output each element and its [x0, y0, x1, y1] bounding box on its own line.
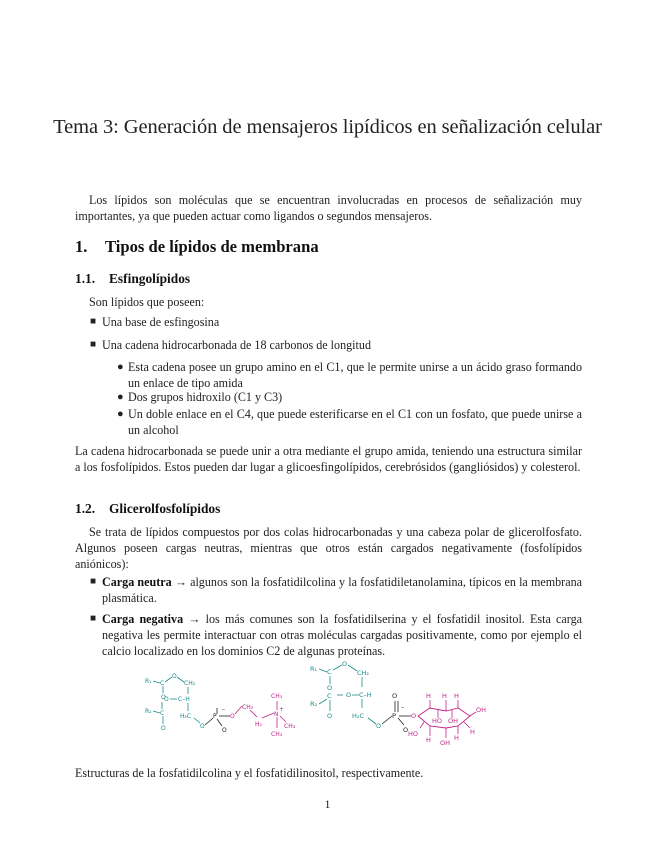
phospholipid-structures-figure [140, 656, 505, 756]
pi-h5-label: H [426, 736, 431, 744]
pi-backbone [310, 660, 381, 730]
sub-list-item-text: Un doble enlace en el C4, que puede esterificarse en el C1 con un fosfato, que puede unirse a un alcohol [128, 407, 582, 438]
esfingolipidos-lead: Son lípidos que poseen: [89, 295, 205, 309]
pi-h6-label: H [470, 728, 475, 736]
list-item [90, 574, 582, 606]
bullet-marker: ● [117, 361, 124, 373]
arrow-symbol: → [174, 575, 187, 589]
pc-ch2b-label: CH₂ [242, 704, 254, 711]
pc-o6-label: O [222, 727, 227, 734]
bullet-marker: ■ [90, 316, 97, 327]
pc-r1-label: R₁ [145, 678, 152, 685]
list-item-text: algunos son la fosfatidilcolina y la fosfatidiletanolamina, típicos en la membrana plasmática. [102, 575, 582, 606]
section-heading [75, 237, 319, 257]
sub-list-item [117, 389, 582, 405]
pc-ch3b-label: CH₃ [284, 723, 296, 730]
pc-o1-label: O [161, 694, 166, 701]
pi-minus-label: – [401, 703, 405, 711]
pc-plus-label: + [279, 706, 285, 713]
glicerolfosfolipidos-lead: Se trata de lípidos compuestos por dos colas hidrocarbonadas y una cabeza polar de glicerolfosfato. Algunos poseen cargas neutras, mientras que otros están cargados negativamente (fosfolípidos aniónicos): [75, 525, 582, 572]
section-title: Tipos de lípidos de membrana [105, 237, 319, 256]
pi-c2-label: C [327, 692, 332, 700]
subsection-heading-glicerolfosfolipidos [75, 501, 220, 517]
subsection-heading-esfingolipidos [75, 271, 190, 287]
pi-o7-label: O [403, 726, 409, 734]
intro-paragraph: Los lípidos son moléculas que se encuentran involucradas en procesos de señalización muy importantes, ya que pueden actuar como ligandos o segundos mensajeros. [75, 193, 582, 224]
sub-list-item [117, 359, 582, 391]
pc-h2-label: H₂ [255, 721, 262, 728]
pi-o1-label: O [327, 684, 333, 692]
pi-oh3-label: OH [448, 717, 459, 725]
pi-o8-label: O [411, 712, 417, 720]
pi-h3-label: H [454, 692, 459, 700]
figure-caption: Estructuras de la fosfatidilcolina y el fosfatidilinositol, respectivamente. [75, 766, 424, 780]
pi-oh1-label: OH [476, 706, 487, 714]
pc-minus-label: – [222, 706, 225, 713]
bullet-marker: ■ [90, 339, 97, 350]
pc-c1-label: C [160, 680, 165, 687]
page-title: Tema 3: Generación de mensajeros lipídicos en señalización celular [53, 116, 602, 138]
pi-o5-label: O [376, 722, 382, 730]
pi-oh2-label: OH [440, 739, 451, 747]
pc-h2c-label: H₂C [180, 713, 192, 720]
pi-phosphate [382, 692, 416, 734]
subsection-number: 1.1. [75, 271, 96, 286]
pi-h1-label: H [426, 692, 431, 700]
arrow-symbol: → [188, 612, 201, 626]
pi-r1-label: R₁ [310, 665, 318, 673]
pi-ch-label: C–H [359, 691, 372, 699]
list-item-text: Una base de esfingosina [102, 315, 220, 329]
bullet-marker: ● [117, 391, 124, 403]
pi-o6-label: O [392, 692, 398, 700]
pc-ch3a-label: CH₃ [271, 693, 283, 700]
pi-ho1-label: HO [408, 730, 419, 738]
sub-list-item-text: Dos grupos hidroxilo (C1 y C3) [128, 390, 283, 404]
pi-h2c-label: H₂C [352, 712, 365, 720]
sub-list-item-text: Esta cadena posee un grupo amino en el C1, que le permite unirse a un ácido graso formando un enlace de tipo amida [128, 360, 582, 391]
subsection-number: 1.2. [75, 501, 96, 516]
pi-r2-label: R₂ [310, 700, 318, 708]
pc-o7-label: O [230, 713, 235, 720]
pc-n-label: N [274, 711, 279, 718]
pi-p-label: P [392, 712, 396, 720]
page-number: 1 [324, 797, 331, 811]
term-carga-negativa: Carga negativa [102, 612, 184, 626]
pi-inositol-ring [408, 692, 486, 747]
pc-phosphate [205, 706, 230, 734]
list-item-text: los más comunes son la fosfatidilserina y el fosfatidil inositol. Esta carga negativa les permite interactuar con otras moléculas cargadas positivamente, como por ejemplo el calcio localizado en los dominios C2 de algunas proteínas. [102, 612, 583, 659]
sub-list-item [117, 406, 582, 438]
pc-p-label: P [213, 713, 217, 720]
pi-o4-label: O [327, 712, 333, 720]
pc-o4-label: O [161, 725, 166, 732]
esfingolipidos-closing: La cadena hidrocarbonada se puede unir a otra mediante el grupo amida, teniendo una estructura similar a los fosfolípidos. Estos pueden dar lugar a glicoesfingolípidos, cerebrósidos (gangliósidos) y colesterol. [75, 444, 582, 475]
pi-o2-label: O [342, 660, 348, 668]
bullet-marker: ● [117, 408, 124, 420]
pi-ch2-label: CH₂ [357, 669, 370, 677]
section-number: 1. [75, 237, 88, 256]
pc-ch2-label: CH₂ [184, 680, 196, 687]
bullet-marker: ■ [90, 576, 97, 587]
pc-backbone [145, 673, 205, 732]
pc-r2-label: R₂ [145, 708, 152, 715]
pc-choline [230, 693, 296, 738]
pi-o3-label: O [346, 691, 352, 699]
pi-c1-label: C [327, 668, 332, 676]
list-item [90, 314, 582, 330]
term-carga-neutra: Carga neutra [102, 575, 172, 589]
pc-o5-label: O [200, 723, 205, 730]
subsection-title: Esfingolípidos [109, 271, 191, 286]
list-item [90, 611, 583, 660]
phosphatidylcholine-structure [145, 673, 296, 738]
phosphatidylinositol-structure [310, 660, 486, 747]
pc-o3-label: O [164, 696, 169, 703]
pc-o2-label: O [172, 673, 177, 680]
pi-ho2-label: HO [432, 717, 443, 725]
pc-c2-label: C [160, 710, 165, 717]
list-item [90, 337, 582, 353]
pi-h4-label: H [454, 734, 459, 742]
subsection-title: Glicerolfosfolípidos [109, 501, 221, 516]
bullet-marker: ■ [90, 613, 97, 624]
pc-ch-label: C–H [178, 696, 190, 703]
pi-h2-label: H [442, 692, 447, 700]
list-item-text: Una cadena hidrocarbonada de 18 carbonos de longitud [102, 338, 371, 352]
pc-ch3c-label: CH₃ [271, 731, 283, 738]
